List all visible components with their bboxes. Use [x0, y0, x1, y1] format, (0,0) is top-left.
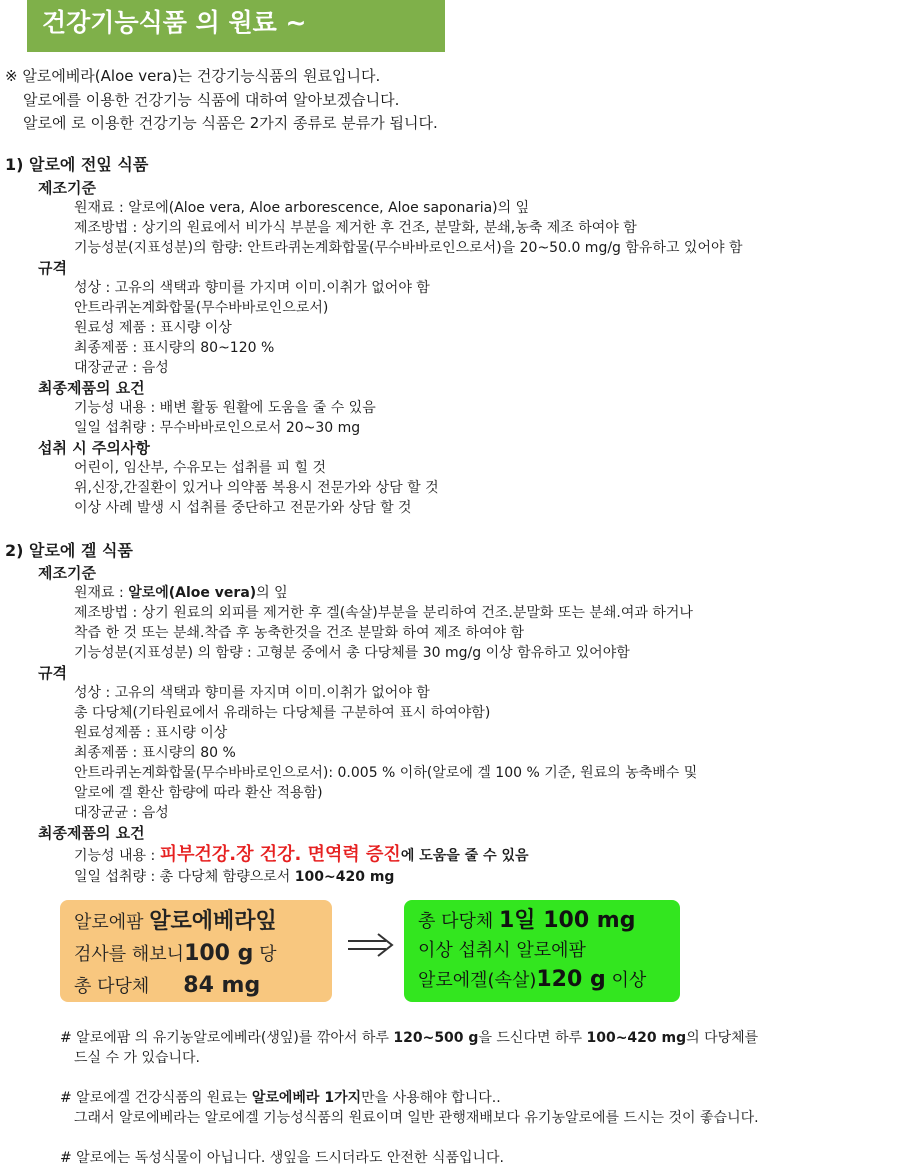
section2-manufacturing-line: 제조방법 : 상기 원료의 외피를 제거한 후 겔(속살)부분을 분리하여 건조.분말화 또는 분쇄.여과 하거나 [74, 605, 693, 621]
section1-spec-heading: 규격 [38, 259, 67, 277]
box-left-line2-suffix: 당 [253, 944, 277, 965]
raw-prefix: 원재료 : [74, 585, 129, 601]
box-right-line3-bold: 120 g [536, 967, 606, 992]
section2-spec-line: 안트라퀴논계화합물(무수바바로인으로서): 0.005 % 이하(알로에 겔 100 % 기준, 원료의 농축배수 및 [74, 765, 698, 781]
daily-intake-box [404, 900, 680, 1002]
box-right-line-2: 이상 섭취시 알로에팜 [418, 940, 586, 961]
box-left-line2-prefix: 검사를 해보니 [74, 944, 185, 965]
box-left-line1-prefix: 알로에팜 [74, 912, 150, 933]
box-right-line-1 [418, 906, 680, 936]
section1-title: 1) 알로에 전잎 식품 [5, 155, 149, 174]
note1-c: 을 드신다면 하루 [478, 1030, 587, 1046]
section1-spec-line: 대장균균 : 음성 [74, 360, 169, 376]
raw-bold: 알로에(Aloe vera) [128, 585, 257, 601]
box-right-line1-prefix: 총 다당체 [418, 911, 499, 932]
box-right-line-3 [418, 965, 680, 995]
note1-d: 100~420 mg [586, 1030, 687, 1046]
note-2-line-2: 그래서 알로에베라는 알로에겔 기능성식품의 원료이며 일반 관행재배보다 유기농알로에를 드시는 것이 좋습니다. [74, 1110, 759, 1126]
section2-manufacturing-line: 착즙 한 것 또는 분쇄.착즙 후 농축한것을 건조 분말화 하여 제조 하여야 함 [74, 625, 525, 641]
note2-c: 만을 사용해야 합니다.. [361, 1090, 501, 1106]
section2-manufacturing-line: 기능성분(지표성분) 의 함량 : 고형분 중에서 총 다당체를 30 mg/g 이상 함유하고 있어야함 [74, 645, 630, 661]
section1-spec-line: 성상 : 고유의 색택과 향미를 가지며 이미.이취가 없어야 함 [74, 280, 430, 296]
note-2 [60, 1088, 501, 1108]
box-left-line-1 [74, 906, 332, 938]
page-banner [27, 0, 445, 52]
section2-spec-line: 성상 : 고유의 색택과 향미를 자지며 이미.이취가 없어야 함 [74, 685, 430, 701]
section1-manufacturing-line: 기능성분(지표성분)의 함량: 안트라퀴논계화합물(무수바바로인으로서)을 20~50.0 mg/g 함유하고 있어야 함 [74, 240, 743, 256]
func-highlight: 피부건강.장 건강. 면역력 증진 [159, 844, 401, 865]
section2-spec-line: 총 다당체(기타원료에서 유래하는 다당체를 구분하여 표시 하여야함) [74, 705, 491, 721]
section1-manufacturing-line: 제조방법 : 상기의 원료에서 비가식 부분을 제거한 후 건조, 분말화, 분쇄,농축 제조 하여야 함 [74, 220, 637, 236]
banner-title: 건강기능식품 의 원료 ~ [42, 8, 307, 37]
section1-spec-line: 원료성 제품 : 표시량 이상 [74, 320, 232, 336]
section2-manufacturing-heading: 제조기준 [38, 564, 96, 582]
section2-final-heading: 최종제품의 요건 [38, 824, 145, 842]
box-right-line3-prefix: 알로에겔(속살) [418, 970, 537, 991]
intake-prefix: 일일 섭취량 : 총 다당체 함량으로서 [74, 869, 295, 885]
section2-spec-line: 원료성제품 : 표시량 이상 [74, 725, 228, 741]
section1-final-line: 기능성 내용 : 배변 활동 원활에 도움을 줄 수 있음 [74, 400, 376, 416]
raw-suffix: 의 잎 [256, 585, 288, 601]
intro-line-1: ※ 알로에베라(Aloe vera)는 건강기능식품의 원료입니다. [5, 67, 381, 85]
note1-a: # 알로에팜 의 유기농알로에베라(생잎)를 깎아서 하루 [60, 1030, 394, 1046]
section2-spec-line: 알로에 겔 환산 함량에 따라 환산 적용함) [74, 785, 323, 801]
note1-e: 의 다당체를 [686, 1030, 759, 1046]
section1-caution-heading: 섭취 시 주의사항 [38, 439, 150, 457]
intake-bold: 100~420 mg [294, 869, 395, 885]
section1-spec-line: 최종제품 : 표시량의 80~120 % [74, 340, 275, 356]
note-3: # 알로에는 독성식물이 아닙니다. 생잎을 드시더라도 안전한 식품입니다. [60, 1150, 504, 1166]
right-arrow-icon [346, 930, 396, 960]
box-left-line2-bold: 100 g [184, 941, 254, 966]
section2-spec-heading: 규격 [38, 664, 67, 682]
box-left-line1-bold: 알로에베라잎 [149, 909, 277, 934]
section2-function-line [74, 845, 529, 866]
intro-line-3: 알로에 로 이용한 건강기능 식품은 2가지 종류로 분류가 됩니다. [23, 114, 438, 132]
section1-spec-line: 안트라퀴논계화합물(무수바바로인으로서) [74, 300, 329, 316]
section2-spec-line: 대장균균 : 음성 [74, 805, 169, 821]
box-left-line3-bold: 84 mg [183, 973, 261, 998]
box-left-line-2 [74, 938, 332, 970]
note-1 [60, 1028, 758, 1048]
section1-caution-line: 위,신장,간질환이 있거나 의약품 복용시 전문가와 상담 할 것 [74, 480, 439, 496]
section2-intake-line [74, 867, 394, 887]
note2-b: 알로에베라 1가지 [251, 1090, 362, 1106]
box-left-line3-prefix: 총 다당체 [74, 976, 150, 997]
aloe-farm-test-box [60, 900, 332, 1002]
box-right-line3-suffix: 이상 [605, 970, 647, 991]
section1-final-heading: 최종제품의 요건 [38, 379, 145, 397]
note1-b: 120~500 g [393, 1030, 479, 1046]
section2-title: 2) 알로에 겔 식품 [5, 541, 133, 560]
section1-final-line: 일일 섭취량 : 무수바바로인으로서 20~30 mg [74, 420, 361, 436]
intro-line-2: 알로에를 이용한 건강기능 식품에 대하여 알아보겠습니다. [23, 91, 400, 109]
section1-caution-line: 어린이, 임산부, 수유모는 섭취를 피 힐 것 [74, 460, 326, 476]
func-bold: 에 도움을 줄 수 있음 [400, 848, 529, 864]
func-prefix: 기능성 내용 : [74, 848, 160, 864]
section1-manufacturing-line: 원재료 : 알로에(Aloe vera, Aloe arborescence, Aloe saponaria)의 잎 [74, 200, 530, 216]
note-1-line-2: 드실 수 가 있습니다. [74, 1050, 200, 1066]
section2-raw-material-line [74, 583, 288, 603]
section1-manufacturing-heading: 제조기준 [38, 179, 96, 197]
box-right-line1-bold: 1일 100 mg [499, 908, 636, 933]
note2-a: # 알로에겔 건강식품의 원료는 [60, 1090, 252, 1106]
section1-caution-line: 이상 사례 발생 시 섭취를 중단하고 전문가와 상담 할 것 [74, 500, 412, 516]
box-left-line-3 [74, 970, 332, 1002]
section2-spec-line: 최종제품 : 표시량의 80 % [74, 745, 236, 761]
